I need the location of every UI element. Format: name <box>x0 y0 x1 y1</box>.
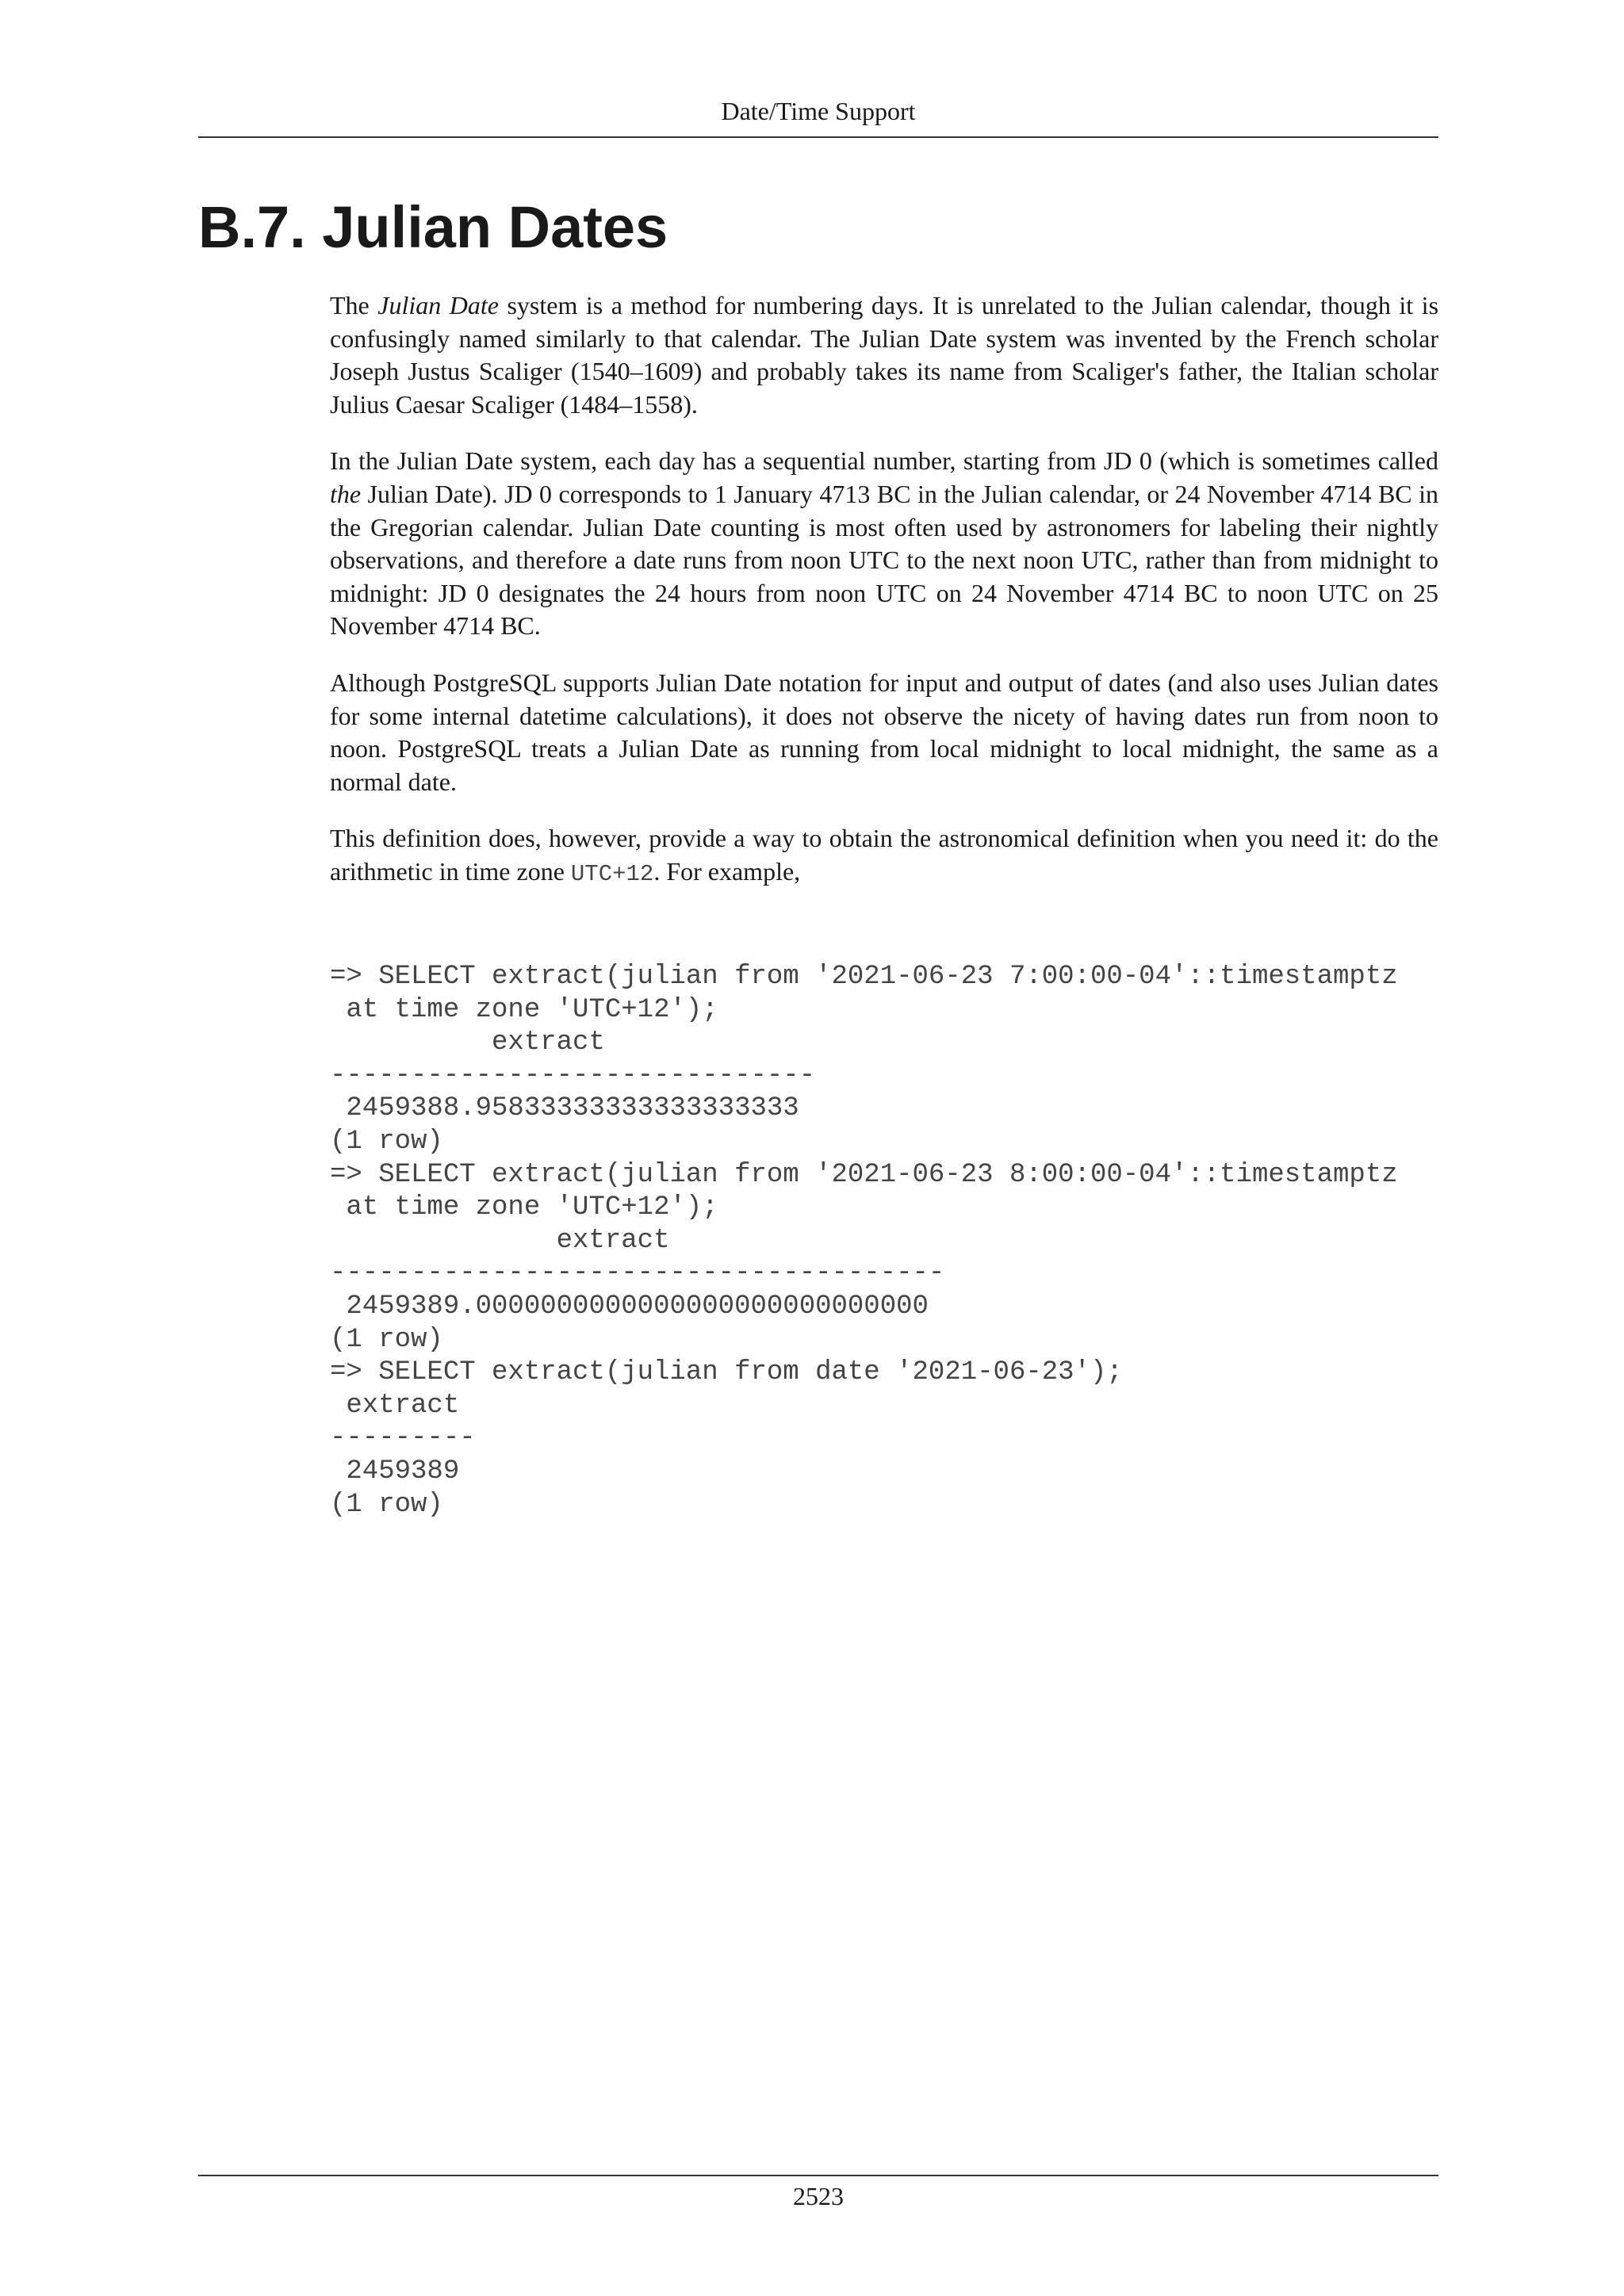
running-header: Date/Time Support <box>721 97 916 125</box>
paragraph-postgresql-support: Although PostgreSQL supports Julian Date notation for input and output of dates (and also uses Julian dates for some internal datetime calculations), it does not observe the nicety of having dates run from noon to noon. PostgreSQL treats a Julian Date as running from local midnight to local midnight, the same as a normal date. <box>330 668 1438 796</box>
page-number: 2523 <box>793 2182 844 2210</box>
header-divider <box>198 136 1438 138</box>
footer-divider <box>198 2175 1438 2176</box>
paragraph-julian-date-intro: The Julian Date system is a method for numbering days. It is unrelated to the Julian calendar, though it is confusingly named similarly to that calendar. The Julian Date system was invented by the French scholar Joseph Justus Scaliger (1540–1609) and probably takes its name from Scaliger's father, the Italian scholar Julius Caesar Scaliger (1484–1558). <box>330 291 1439 419</box>
paragraph-sequential-number: In the Julian Date system, each day has a sequential number, starting from JD 0 (which is sometimes called the Julian Date). JD 0 corresponds to 1 January 4713 BC in the Julian calendar, or 24 November 4714 BC in the Gregorian calendar. Julian Date counting is most often used by astronomers for labeling their nightly observations, and therefore a date runs from noon UTC to the next noon UTC, rather than from midnight to midnight: JD 0 designates the 24 hours from noon UTC on 24 November 4714 BC to noon UTC on 25 November 4714 BC. <box>330 446 1438 641</box>
paragraph-astronomical-definition: This definition does, however, provide a way to obtain the astronomical definition when you need it: do the arithmetic in time zone UTC+12. For example, <box>330 824 1438 887</box>
body-text <box>330 289 1438 915</box>
inline-code-utc12: UTC+12 <box>570 860 654 887</box>
term-julian-date: Julian Date <box>377 291 499 320</box>
section-title: B.7. Julian Dates <box>198 194 668 260</box>
emphasis-the: the <box>330 479 362 508</box>
code-example: => SELECT extract(julian from '2021-06-23 7:00:00-04'::timestamptz at time zone 'UTC+12'); extract ------------------------------ 2459388.95833333333333333333 (1 row) => SELECT extract(julian from '2021-06-23 8:00:00-04'::timestamptz at time zone 'UTC+12'); extract -------------------------------------- 2459389.0000000000000000000000000000 (1 row) => SELECT extract(julian from date '2021-06-23'); extract --------- 2459389 (1 row) <box>330 962 1398 1520</box>
